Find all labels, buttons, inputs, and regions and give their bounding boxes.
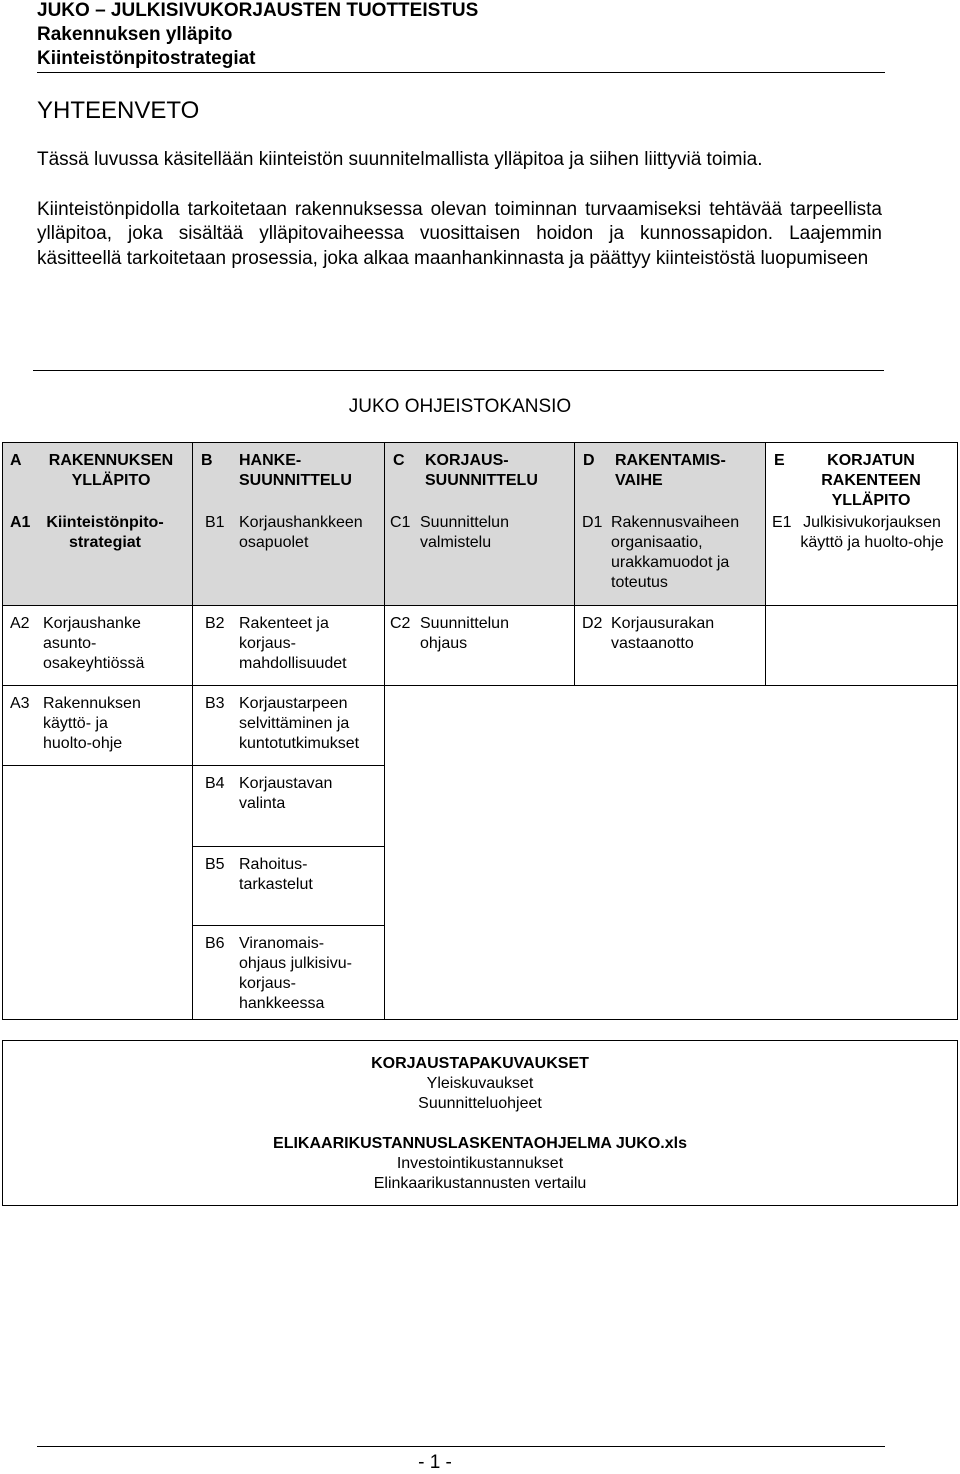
item-text: Korjausurakan vastaanotto [611, 615, 715, 652]
item-code: C1 [390, 514, 411, 531]
item-code: B1 [205, 514, 225, 531]
item-text: Julkisivukorjauksen käyttö ja huolto-ohje [800, 514, 944, 551]
footer-divider [37, 1446, 885, 1447]
item-code: A1 [10, 514, 31, 531]
item-code: A3 [10, 695, 30, 712]
header-section: Kiinteistönpitostrategiat [37, 48, 256, 69]
item-code: C2 [390, 615, 411, 632]
item-text: Rakennusvaiheen organisaatio, urakkamuodot ja toteutus [611, 514, 740, 591]
item-code: D1 [582, 514, 603, 531]
item-text: Suunnittelun ohjaus [420, 615, 509, 652]
attachments-line-3[interactable]: Investointikustannukset [396, 1155, 564, 1172]
item-b6[interactable] [193, 926, 384, 1019]
column-d-title: RAKENTAMIS-VAIHE [615, 452, 726, 489]
binder-title: JUKO OHJEISTOKANSIO [348, 396, 572, 417]
attachments-box [2, 1040, 958, 1206]
item-code: B2 [205, 615, 225, 632]
summary-text [37, 148, 882, 271]
column-e-code: E [774, 452, 785, 469]
item-c1[interactable] [385, 505, 574, 605]
item-b1[interactable] [193, 505, 384, 605]
item-text: Kiinteistönpito-strategiat [46, 514, 164, 551]
column-d-code: D [583, 452, 595, 469]
column-b-header [193, 443, 384, 503]
item-a2[interactable] [2, 606, 192, 685]
item-code: B3 [205, 695, 225, 712]
column-a-code: A [10, 452, 22, 469]
item-code: B5 [205, 856, 225, 873]
item-a3[interactable] [2, 686, 192, 765]
item-b3[interactable] [193, 686, 384, 765]
header-divider [37, 72, 885, 73]
item-d2[interactable] [575, 606, 765, 685]
item-b2[interactable] [193, 606, 384, 685]
item-d1[interactable] [575, 505, 765, 605]
column-a-title: RAKENNUKSEN YLLÄPITO [48, 452, 174, 489]
summary-para-2: Kiinteistönpidolla tarkoitetaan rakennuksessa olevan toiminnan turvaamiseksi tehtävää tarpeellista ylläpitoa, joka sisältää ylläpitovaiheessa vuosittaisen hoidon ja kunnossapidon. Laajemmin käsitteellä tarkoitetaan prosessia, joka alkaa maanhankinnasta ja päättyy kiinteistöstä luopumiseen [37, 198, 882, 269]
grid-right-line [957, 442, 958, 1020]
attachments-line-2[interactable]: Suunnitteluohjeet [418, 1095, 542, 1112]
attachments-line-1[interactable]: Yleiskuvaukset [426, 1075, 534, 1092]
column-c-header [385, 443, 574, 503]
section-divider [33, 370, 884, 371]
item-text: Korjaushankkeen osapuolet [239, 514, 363, 551]
item-code: D2 [582, 615, 603, 632]
column-c-title: KORJAUS-SUUNNITTELU [425, 452, 538, 489]
attachments-line-4[interactable]: Elinkaarikustannusten vertailu [373, 1175, 587, 1192]
item-text: Suunnittelun valmistelu [420, 514, 509, 551]
item-text: Korjaustavan valinta [239, 775, 333, 812]
item-b4[interactable] [193, 766, 384, 846]
column-d-header [575, 443, 765, 503]
item-code: B6 [205, 935, 225, 952]
column-e-title: KORJATUN RAKENTEEN YLLÄPITO [821, 452, 921, 509]
item-text: Rakennuksen käyttö- ja huolto-ohje [43, 695, 141, 752]
column-a-header [2, 443, 192, 503]
item-code: E1 [772, 514, 792, 531]
item-a1[interactable] [2, 505, 192, 605]
summary-heading: YHTEENVETO [37, 97, 200, 124]
item-text: Korjaushanke asunto-osakeyhtiössä [43, 615, 145, 672]
item-code: A2 [10, 615, 30, 632]
summary-para-1: Tässä luvussa käsitellään kiinteistön suunnitelmallista ylläpitoa ja siihen liittyviä toimia. [37, 149, 763, 170]
item-text: Korjaustarpeen selvittäminen ja kuntotutkimukset [239, 695, 360, 752]
column-b-title: HANKE-SUUNNITTELU [239, 452, 352, 489]
header-subtitle: Rakennuksen ylläpito [37, 24, 233, 45]
item-c2[interactable] [385, 606, 574, 685]
item-text: Viranomais-ohjaus julkisivu-korjaus-hankkeessa [239, 935, 352, 1012]
column-c-code: C [393, 452, 405, 469]
item-text: Rahoitus-tarkastelut [239, 856, 313, 893]
attachments-heading-2: ELIKAARIKUSTANNUSLASKENTAOHJELMA JUKO.xls [273, 1135, 687, 1152]
item-code: B4 [205, 775, 225, 792]
item-b5[interactable] [193, 847, 384, 925]
item-text: Rakenteet ja korjaus-mahdollisuudet [239, 615, 347, 672]
page-number: - 1 - [418, 1452, 452, 1473]
attachments-heading-1: KORJAUSTAPAKUVAUKSET [371, 1055, 589, 1072]
column-e-header [766, 443, 957, 509]
column-b-code: B [201, 452, 213, 469]
header-title: JUKO – JULKISIVUKORJAUSTEN TUOTTEISTUS [37, 0, 479, 21]
item-e1[interactable] [766, 505, 957, 605]
grid-bottom-line [2, 1019, 958, 1020]
